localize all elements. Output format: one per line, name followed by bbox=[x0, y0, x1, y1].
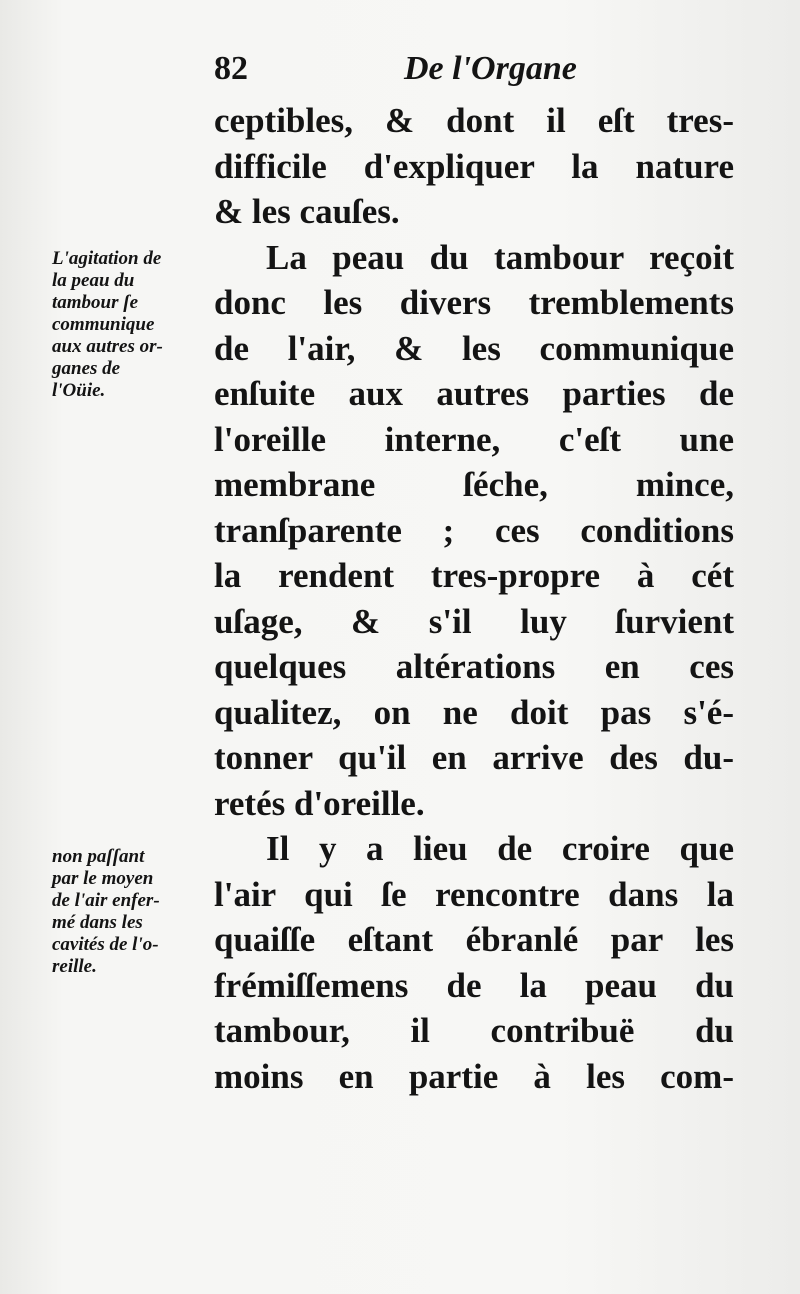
paragraph-start-line: Il y a lieu de croire que bbox=[266, 829, 734, 868]
margin-note-air bbox=[52, 846, 208, 978]
text-line: moins en partie à les com- bbox=[214, 1056, 734, 1096]
page-header bbox=[214, 50, 734, 94]
text-line: qualitez, on ne doit pas s'é- bbox=[214, 692, 734, 732]
margin-note-line: par le moyen bbox=[52, 868, 154, 889]
margin-note-line: la peau du bbox=[52, 270, 135, 291]
margin-note-line: L'agitation de bbox=[52, 248, 162, 269]
margin-note-line: de l'air enfer- bbox=[52, 890, 160, 911]
margin-note-line: l'Oüie. bbox=[52, 380, 106, 401]
margin-note-line: reille. bbox=[52, 956, 97, 977]
margin-note-line: ganes de bbox=[52, 358, 121, 379]
text-line: tambour, il contribuë du bbox=[214, 1011, 734, 1050]
margin-note-line: tambour ſe bbox=[52, 292, 139, 313]
text-line: l'air qui ſe rencontre dans la bbox=[214, 874, 734, 914]
margin-note-line: cavités de l'o- bbox=[52, 934, 159, 955]
text-line: l'oreille interne, c'eſt une bbox=[214, 419, 734, 459]
text-line: quaiſſe eſtant ébranlé par les bbox=[214, 920, 734, 959]
text-line: enſuite aux autres parties de bbox=[214, 374, 734, 413]
text-line: quelques altérations en ces bbox=[214, 647, 734, 686]
text-line: membrane ſéche, mince, bbox=[214, 465, 734, 504]
text-line: difficile d'expliquer la nature bbox=[214, 146, 734, 186]
text-line: de l'air, & les communique bbox=[214, 328, 734, 368]
text-line: retés d'oreille. bbox=[214, 783, 425, 823]
running-title: De l'Organe bbox=[404, 50, 577, 87]
margin-note-line: aux autres or- bbox=[52, 336, 163, 357]
text-line: & les cauſes. bbox=[214, 192, 400, 231]
text-line: frémiſſemens de la peau du bbox=[214, 965, 734, 1005]
margin-note-line: mé dans les bbox=[52, 912, 143, 933]
text-line: tranſparente ; ces conditions bbox=[214, 510, 734, 550]
margin-note-agitation bbox=[52, 248, 208, 402]
text-line: uſage, & s'il luy ſurvient bbox=[214, 601, 734, 641]
page-number: 82 bbox=[214, 50, 248, 87]
text-line: donc les divers tremblements bbox=[214, 283, 734, 322]
margin-note-line: non paſſant bbox=[52, 846, 145, 867]
main-text bbox=[214, 98, 734, 1099]
text-line: la rendent tres-propre à cét bbox=[214, 556, 734, 595]
text-line: ceptibles, & dont il eſt tres- bbox=[214, 101, 734, 140]
text-line: tonner qu'il en arrive des du- bbox=[214, 738, 734, 777]
margin-note-line: communique bbox=[52, 314, 155, 335]
paragraph-start-line: La peau du tambour reçoit bbox=[266, 237, 734, 277]
